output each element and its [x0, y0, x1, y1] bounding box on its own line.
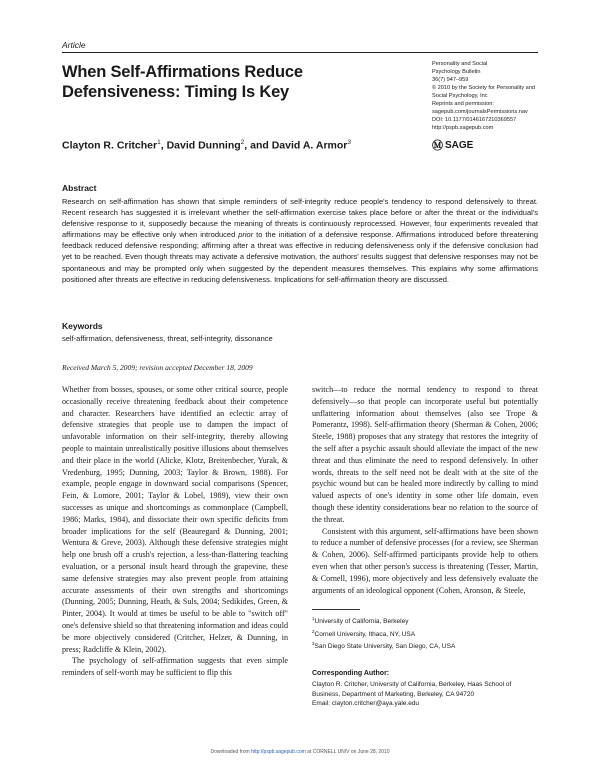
footer-suffix: at CORNELL UNIV on June 28, 2010 — [305, 749, 390, 755]
author-separator: , and — [244, 139, 272, 152]
journal-meta-line: http://pspb.sagepub.com — [432, 125, 494, 131]
sage-logo — [432, 137, 473, 153]
affiliation-sup: 1 — [312, 616, 315, 621]
footer-prefix: Downloaded from — [210, 749, 252, 755]
received-date: Received March 5, 2009; revision accepted December 18, 2009 — [62, 363, 253, 372]
journal-meta-line: Personality and Social — [432, 61, 488, 67]
article-type-label: Article — [62, 40, 86, 50]
body-paragraph: Consistent with this argument, self-affirmations have been shown to reduce a number of defensive processes (for a review, see Sherman & Cohen, 2006). Self-affirmed participants provide help to others even when that other person's success is threatening (Tesser, Martin, & Cornell, 1996), more objectively and less defensively evaluate the arguments of an ideological opponent (Cohen, Aronson, & Steele, — [312, 526, 538, 595]
corresponding-author-heading: Corresponding Author: — [312, 670, 390, 677]
author-list — [62, 139, 351, 152]
journal-meta-line: 36(7) 947–959 — [432, 77, 469, 83]
affiliation-line — [312, 639, 538, 652]
affiliation-rule — [312, 609, 360, 610]
paper-title: When Self-Affirmations Reduce Defensiveness: Timing Is Key — [62, 63, 303, 101]
author-separator: , — [160, 139, 167, 152]
affiliation-sup: 3 — [312, 641, 315, 647]
abstract-part: to the initiation of a defensive response. Affirmations introduced before threatening feedback reduced defensive responding; affirming after a threat was effective in reducing defensiveness only if the defensive conclusion had yet to be reached. Even though threats may activate a defensive motivation, the authors' results suggest that defensive responses may not be spontaneous and may be prompted only when suggested by the dependent measures themselves. This explains why some affirmations positioned after threats are effective in reducing defensiveness. Implications for self-affirmation theory are discussed. — [62, 230, 539, 284]
affiliation-text: Cornell University, Ithaca, NY, USA — [314, 630, 416, 638]
author-affil-sup: 3 — [347, 139, 351, 146]
journal-meta-line: © 2010 by the Society for Personality and — [432, 85, 536, 91]
journal-meta-line: Reprints and permission: — [432, 101, 494, 107]
abstract-text — [62, 196, 538, 285]
sage-logo-icon: Ⓜ — [432, 140, 443, 152]
author-name: David A. Armor — [271, 139, 348, 152]
author-affil-sup: 1 — [157, 139, 161, 146]
body-paragraph: switch—to reduce the normal tendency to respond to threat defensively—so that people can incorporate useful but potentially unflattering information about themselves (also see Trope & Pomerantz, 1998). Self-affirmation theory (Sherman & Cohen, 2006; Steele, 1988) proposes that any strategy that restores the integrity of the self after a psychic assault should alleviate the impact of the new threat and thus eliminate the need to respond defensively. In other words, threats to the self need not be dealt with at the site of the psychic wound but can be healed more indirectly by calling to mind valued aspects of one's identity in some other life domain, even though these identity considerations bear no relation to the source of the threat. — [312, 385, 538, 524]
journal-metadata — [432, 60, 547, 132]
affiliation-line — [312, 627, 538, 640]
body-paragraph: Whether from bosses, spouses, or some other critical source, people occasionally receive threatening feedback about their competence and character. Researchers have identified an eclectic array of defensive strategies that people use to dampen the impact of unfavorable information on their self-integrity, thereby allowing people to maintain unrealistically positive illusions about themselves and their place in the world (Alicke, Klotz, Breitenbecher, Yurak, & Vredenburg, 1995; Dunning, 2003; Taylor & Brown, 1988). For example, people engage in downward social comparisons (Spencer, Fein, & Lomore, 2001; Taylor & Lobel, 1989), view their own successes as unique and shortcomings as commonplace (Campbell, 1986; Marks, 1984), and dissociate their own specific deficits from broader implications for the self (Beauregard & Dunning, 2001; Wentura & Greve, 2003). Although these defensive strategies might help one brush off a crush's rejection, a less-than-flattering teaching evaluation, or a personal insult heard through the grapevine, these same defensive strategies may also prevent people from attaining accurate assessments of their own strengths and shortcomings (Dunning, 2005; Dunning, Heath, & Suls, 2004; Sedikides, Green, & Pinter, 2004). It would at times be useful to be able to "switch off" one's defensive shield so that threatening information and ideas could be more objectively considered (Critcher, Helzer, & Dunning, in press; Radcliffe & Klein, 2002). — [62, 385, 288, 654]
affiliation-sup: 2 — [312, 628, 315, 634]
abstract-heading: Abstract — [62, 183, 97, 193]
affiliation-text: University of California, Berkeley — [314, 618, 409, 626]
corresponding-author-details — [312, 680, 538, 709]
author-affil-sup: 2 — [240, 139, 245, 146]
body-column-left — [62, 384, 288, 679]
corresponding-email[interactable]: Email: clayton.critcher@aya.yale.edu — [312, 700, 420, 707]
header-rule — [62, 52, 538, 53]
body-paragraph: The psychology of self-affirmation suggests that even simple reminders of self-worth may be sufficient to flip this — [62, 656, 288, 678]
keywords-text: self-affirmation, defensiveness, threat, self-integrity, dissonance — [62, 334, 273, 343]
author-name: David Dunning — [166, 139, 241, 152]
abstract-part: Research on self-affirmation has shown that simple reminders of self-integrity reduce people's tendency to respond defensively to threat. Recent research has suggested it is irrelevant whether the self-affirmation exercise takes place before or after the threat or the individual's defensive response to it, supposedly because the meaning of threats is continuously reprocessed. However, four experiments revealed that affirmations may be effective only when introduced — [62, 197, 538, 240]
journal-meta-line: DOI: 10.1177/0146167210369557 — [432, 117, 517, 123]
download-footer — [0, 749, 600, 755]
affiliations — [312, 614, 538, 652]
sage-logo-text: SAGE — [445, 139, 474, 151]
body-column-right — [312, 384, 538, 596]
author-name: Clayton R. Critcher — [62, 139, 158, 152]
journal-meta-line: Psychology Bulletin — [432, 69, 481, 75]
journal-meta-line: sagepub.com/journalsPermissions.nav — [432, 109, 528, 115]
corresponding-line: Clayton R. Critcher, University of California, Berkeley, Haas School of — [312, 681, 512, 688]
footer-link[interactable]: http://pspb.sagepub.com — [251, 749, 306, 755]
abstract-emphasis: prior — [238, 230, 254, 240]
affiliation-text: San Diego State University, San Diego, CA, USA — [314, 643, 456, 651]
journal-meta-line: Social Psychology, Inc — [432, 93, 488, 99]
keywords-heading: Keywords — [62, 321, 103, 331]
affiliation-line — [312, 614, 538, 627]
corresponding-line: Business, Department of Marketing, Berkeley, CA 94720 — [312, 690, 475, 698]
